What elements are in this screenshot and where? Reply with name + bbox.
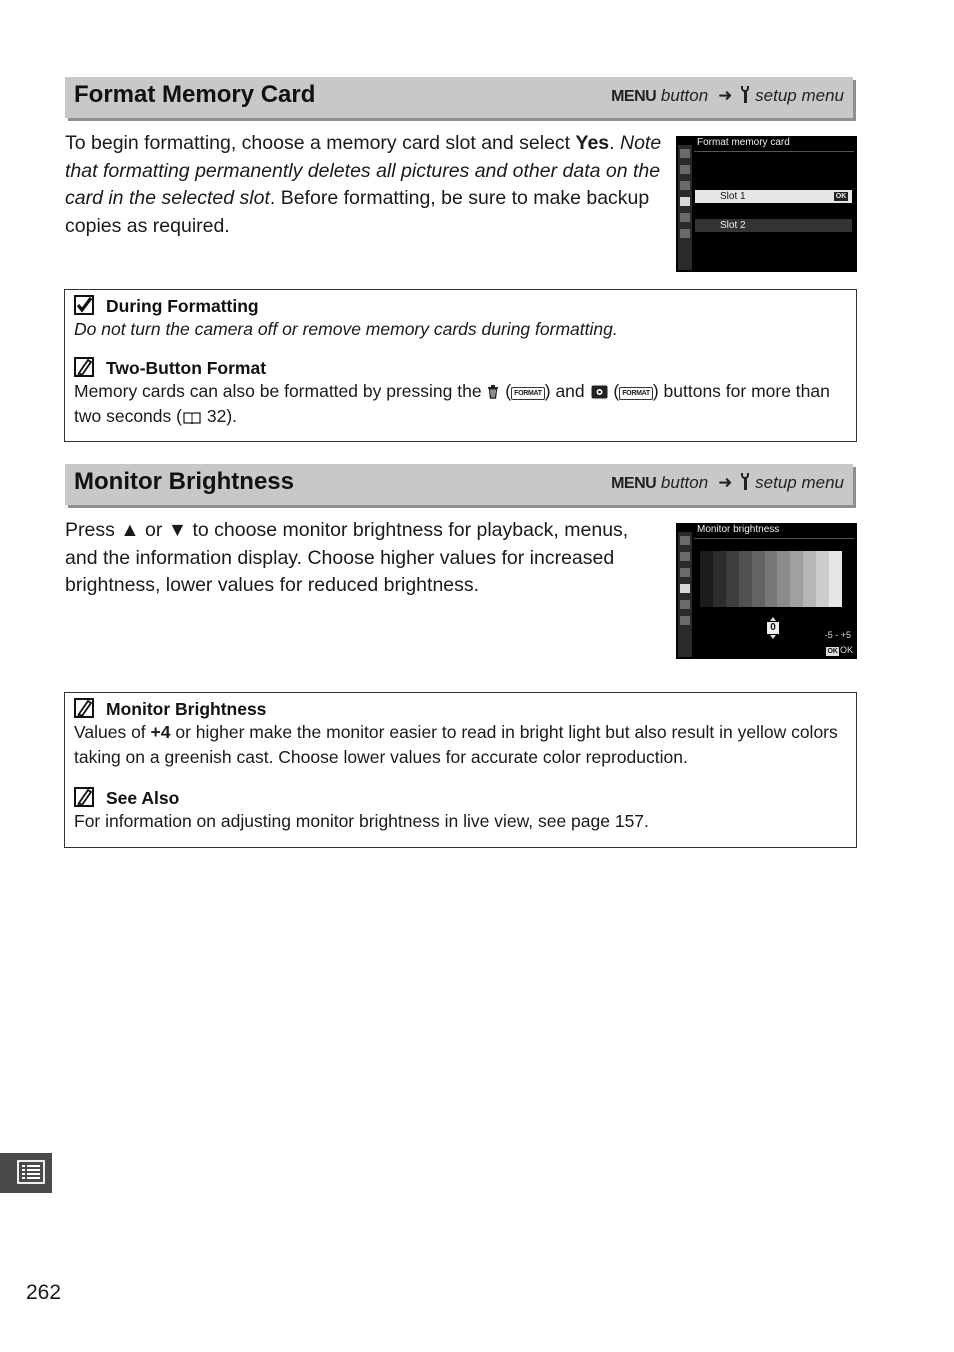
two-button-format-text: Memory cards can also be formatted by pressing the ( FORMAT ) and ( FORMAT ) buttons for more than two seconds ( 32). [74,381,830,426]
section-header-format-memory-card [65,77,853,118]
arrow-icon: ➜ [718,86,733,105]
note-heading [74,357,849,379]
note-heading [74,787,849,809]
divider [694,538,854,539]
brightness-step [829,551,842,607]
menu-path [611,473,844,493]
during-formatting-heading: During Formatting [106,296,259,316]
monitor-brightness-screen [676,523,857,659]
ok-hint [826,645,853,656]
slot-1-label: Slot 1 [720,191,746,202]
up-arrow-icon: ▲ [120,519,140,541]
format-label: FORMAT [619,387,653,400]
my-menu-tab-icon [680,229,690,238]
screen-title: Monitor brightness [697,524,780,535]
ok-text: OK [839,645,853,655]
monitor-brightness-heading: Monitor Brightness [106,699,267,719]
my-menu-tab-icon [680,616,690,625]
wrench-icon [740,86,750,103]
during-formatting-text: Do not turn the camera off or remove memory cards during formatting. [74,319,618,339]
setup-tab-icon [680,197,690,206]
brightness-value: 0 [767,622,779,634]
text-span: To begin formatting, choose a memory card slot and select [65,132,576,154]
menu-guide-tab[interactable] [0,1153,52,1193]
divider [694,151,854,152]
slot-2-option [695,219,852,232]
retouch-tab-icon [680,600,690,609]
text-span: . Before formatting, be sure to make backup copies as required. [65,187,650,237]
ok-badge: OK [827,648,838,655]
text-span: ) and [544,381,590,401]
format-label: FORMAT [511,387,545,400]
arrow-icon: ➜ [718,473,733,492]
value-plus-four: +4 [150,722,171,742]
text-span: Press [65,519,121,541]
page-number: 262 [26,1281,62,1304]
shooting-tab-icon [680,552,690,561]
pencil-note-icon [74,357,94,377]
note-text [74,317,849,342]
shooting-tab-icon [680,165,690,174]
button-word: button [660,86,709,105]
brightness-step [739,551,752,607]
trash-icon [487,384,499,399]
button-word: button [660,473,709,492]
check-icon [74,295,94,315]
custom-tab-icon [680,181,690,190]
book-icon [183,411,201,424]
menu-tabs [678,532,692,657]
brightness-scale [700,551,842,607]
formatting-notes-box [64,289,857,442]
section-title: Format Memory Card [74,81,316,108]
section-title: Monitor Brightness [74,468,294,495]
brightness-step [752,551,765,607]
wrench-icon [740,473,750,490]
setup-tab-icon [680,584,690,593]
setup-menu-label: setup menu [755,86,844,105]
screen-title: Format memory card [697,137,790,148]
text-span: . [609,132,620,154]
format-description [65,130,662,240]
text-span: or higher make the monitor easier to read in bright light but also result in yellow colors taking on a greenish cast. Choose lower values for accurate color reproduction. [74,722,838,767]
brightness-step [713,551,726,607]
during-formatting-note [74,295,849,342]
metering-icon [591,385,608,399]
two-button-format-heading: Two-Button Format [106,358,267,378]
brightness-step [765,551,778,607]
menu-list-icon [0,1153,52,1193]
format-memory-card-screen [676,136,857,272]
text-span: or [139,519,168,541]
monitor-brightness-note [74,698,849,770]
text-span: to choose monitor brightness for playback, menus, and the information display. Choose higher values for increased brightness, lower values for reduced brightness. [65,519,629,596]
brightness-range: -5 - +5 [824,630,851,640]
down-arrow-icon: ▼ [167,519,188,541]
slot-1-option [695,190,852,203]
yes-option: Yes [575,132,610,154]
note-heading [74,295,849,317]
playback-tab-icon [680,536,690,545]
playback-tab-icon [680,149,690,158]
slot-2-label: Slot 2 [720,220,746,231]
brightness-step [700,551,713,607]
monitor-brightness-text [74,720,849,770]
warning-text: Note that formatting permanently deletes all pictures and other data on the card in the selected slot [65,132,662,209]
see-also-note [74,787,849,834]
brightness-step [790,551,803,607]
decrease-arrow-icon [770,635,776,639]
brightness-step [777,551,790,607]
page-reference: 32 [206,406,227,426]
ok-badge: OK [835,193,847,200]
pencil-note-icon [74,787,94,807]
menu-button-label: MENU [611,475,657,492]
brightness-step [816,551,829,607]
note-heading [74,698,849,720]
text-span: Values of [74,722,151,742]
custom-tab-icon [680,568,690,577]
retouch-tab-icon [680,213,690,222]
brightness-description [65,517,662,600]
brightness-step [803,551,816,607]
section-header-monitor-brightness [65,464,853,505]
increase-arrow-icon [770,617,776,621]
see-also-heading: See Also [106,788,180,808]
text-span: ) buttons for more than two seconds ( [74,381,830,426]
two-button-format-note [74,357,849,429]
setup-menu-label: setup menu [755,473,844,492]
brightness-step [726,551,739,607]
brightness-notes-box [64,692,857,848]
pencil-note-icon [74,698,94,718]
see-also-text: For information on adjusting monitor brightness in live view, see page 157. [74,811,649,831]
text-span: ). [226,406,238,426]
text-span: Memory cards can also be formatted by pressing the [74,381,487,401]
menu-tabs [678,145,692,270]
menu-path [611,86,844,106]
menu-button-label: MENU [611,88,657,105]
